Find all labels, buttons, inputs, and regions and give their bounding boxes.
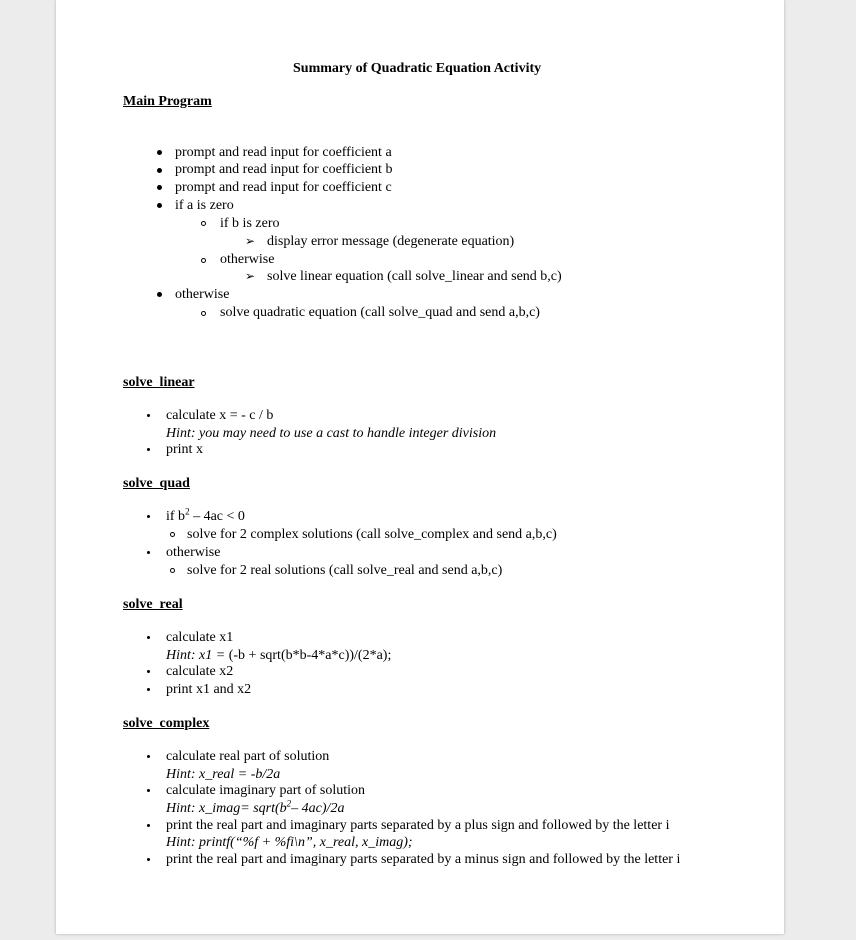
bullet-disc [147, 824, 150, 827]
hint-formula: (-b + sqrt(b*b-4*a*c))/(2*a); [228, 648, 392, 663]
bullet-disc [157, 292, 162, 297]
hint-text: Hint: you may need to use a cast to handle integer division [166, 426, 497, 441]
bullet-circle [201, 311, 206, 316]
list-item: solve quadratic equation (call solve_quad and send a,b,c) [220, 305, 540, 320]
list-item-condition [166, 508, 245, 525]
section-heading-solve-quad: solve_quad [123, 476, 190, 491]
bullet-circle [201, 221, 206, 226]
hint-label: Hint: x1 = [166, 648, 229, 663]
list-item: solve for 2 complex solutions (call solve_complex and send a,b,c) [187, 527, 557, 542]
list-item: print the real part and imaginary parts separated by a plus sign and followed by the letter i [166, 818, 670, 833]
list-item: solve linear equation (call solve_linear and send b,c) [267, 269, 562, 284]
hint-text [166, 647, 391, 664]
section-heading-solve-real: solve_real [123, 597, 183, 612]
bullet-disc [147, 636, 150, 639]
bullet-disc [147, 414, 150, 417]
list-item: calculate x2 [166, 664, 234, 679]
superscript-two: 2 [185, 506, 190, 517]
list-item: calculate imaginary part of solution [166, 783, 366, 798]
list-item: solve for 2 real solutions (call solve_real and send a,b,c) [187, 563, 503, 578]
arrow-bullet-icon: ➢ [245, 234, 256, 248]
arrow-bullet-icon: ➢ [245, 269, 256, 283]
bullet-disc [147, 448, 150, 451]
list-item: otherwise [166, 545, 221, 560]
bullet-disc [157, 203, 162, 208]
list-item: if a is zero [175, 198, 234, 213]
hint-part: – 4ac)/2a [291, 801, 345, 816]
list-item: calculate x1 [166, 630, 234, 645]
list-item: print x [166, 442, 203, 457]
superscript-two: 2 [286, 798, 292, 809]
list-item: otherwise [220, 252, 275, 267]
list-item: prompt and read input for coefficient b [175, 162, 393, 177]
list-item: calculate x = - c / b [166, 408, 274, 423]
bullet-disc [157, 150, 162, 155]
hint-text [166, 800, 344, 817]
condition-prefix: if b [166, 509, 186, 524]
list-item: prompt and read input for coefficient c [175, 180, 392, 195]
hint-part: Hint: x_imag= sqrt(b [166, 801, 287, 816]
section-heading-solve-linear: solve_linear [123, 375, 195, 390]
hint-text: Hint: x_real = -b/2a [166, 767, 281, 782]
section-heading-main-program: Main Program [123, 94, 212, 109]
list-item: print x1 and x2 [166, 682, 252, 697]
bullet-disc [157, 168, 162, 173]
hint-text: Hint: printf(“%f + %fi\n”, x_real, x_imag); [166, 835, 413, 850]
list-item: otherwise [175, 287, 230, 302]
bullet-disc [147, 515, 150, 518]
bullet-circle [170, 532, 175, 537]
bullet-disc [147, 755, 150, 758]
list-item: display error message (degenerate equation) [267, 234, 515, 249]
list-item: if b is zero [220, 216, 280, 231]
bullet-disc [147, 551, 150, 554]
section-heading-solve-complex: solve_complex [123, 716, 210, 731]
bullet-disc [147, 670, 150, 673]
list-item: prompt and read input for coefficient a [175, 145, 392, 160]
bullet-disc [157, 185, 162, 190]
bullet-disc [147, 858, 150, 861]
page-title: Summary of Quadratic Equation Activity [293, 61, 542, 76]
bullet-circle [201, 258, 206, 263]
list-item: print the real part and imaginary parts separated by a minus sign and followed by the letter i [166, 852, 681, 867]
bullet-circle [170, 568, 175, 573]
document-page [56, 0, 784, 934]
bullet-disc [147, 789, 150, 792]
condition-suffix: – 4ac < 0 [189, 509, 245, 524]
bullet-disc [147, 688, 150, 691]
list-item: calculate real part of solution [166, 749, 330, 764]
